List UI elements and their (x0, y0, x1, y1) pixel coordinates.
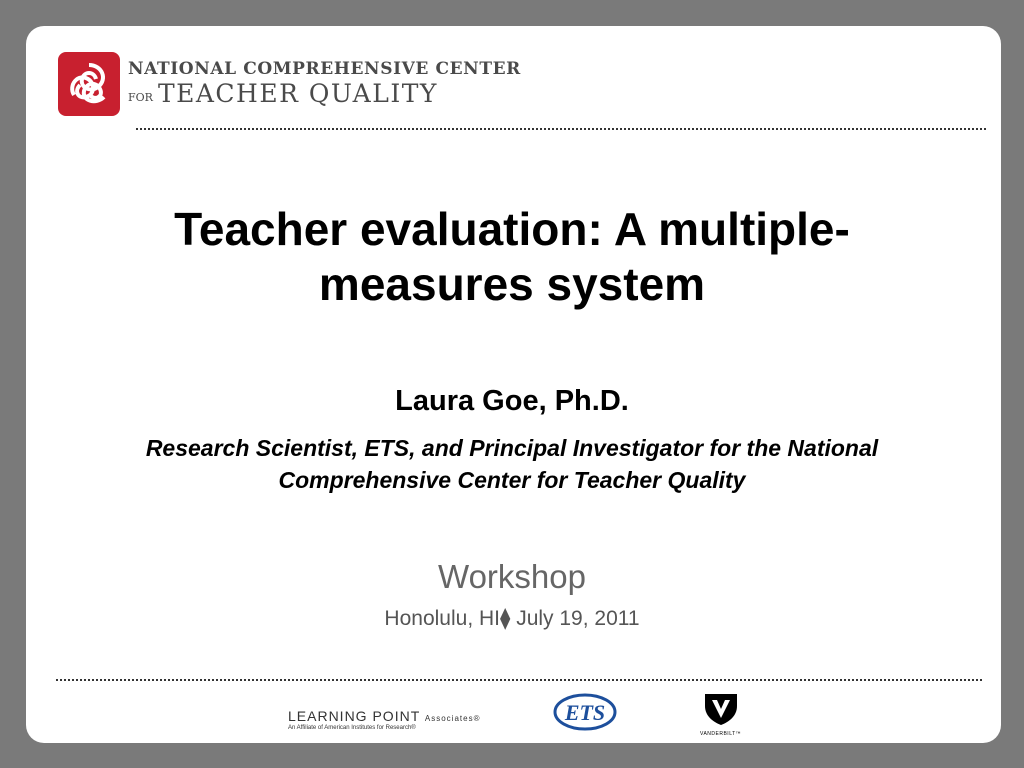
learning-point-name: LEARNING POINT (288, 708, 420, 724)
bottom-dotted-divider (56, 679, 982, 681)
author-name: Laura Goe, Ph.D. (395, 385, 629, 417)
slide-title: Teacher evaluation: A multiple-measures system (174, 203, 850, 310)
vanderbilt-name: VANDERBILT™ (700, 731, 742, 737)
org-name-line1: NATIONAL COMPREHENSIVE CENTER (128, 59, 521, 79)
top-dotted-divider (136, 128, 986, 130)
vanderbilt-shield-icon (703, 692, 739, 726)
vanderbilt-logo (700, 692, 741, 737)
learning-point-suffix: Associates® (424, 714, 481, 723)
author-affiliation: Research Scientist, ETS, and Principal Investigator for the National Comprehensive Center for Teacher Quality (145, 435, 879, 493)
org-name-line2: TEACHER QUALITY (157, 79, 438, 108)
ets-logo-text: ETS (564, 700, 606, 725)
nccq-logo (58, 52, 521, 116)
org-name-for: FOR (128, 91, 153, 104)
ets-logo (553, 692, 621, 737)
learning-point-tagline: An Affiliate of American Institutes for Research® (288, 725, 416, 731)
event-name: Workshop (438, 558, 586, 595)
event-dateline: Honolulu, HI⧫ July 19, 2011 (384, 607, 640, 630)
learning-point-logo (288, 708, 480, 731)
knot-emblem-icon (58, 52, 120, 116)
